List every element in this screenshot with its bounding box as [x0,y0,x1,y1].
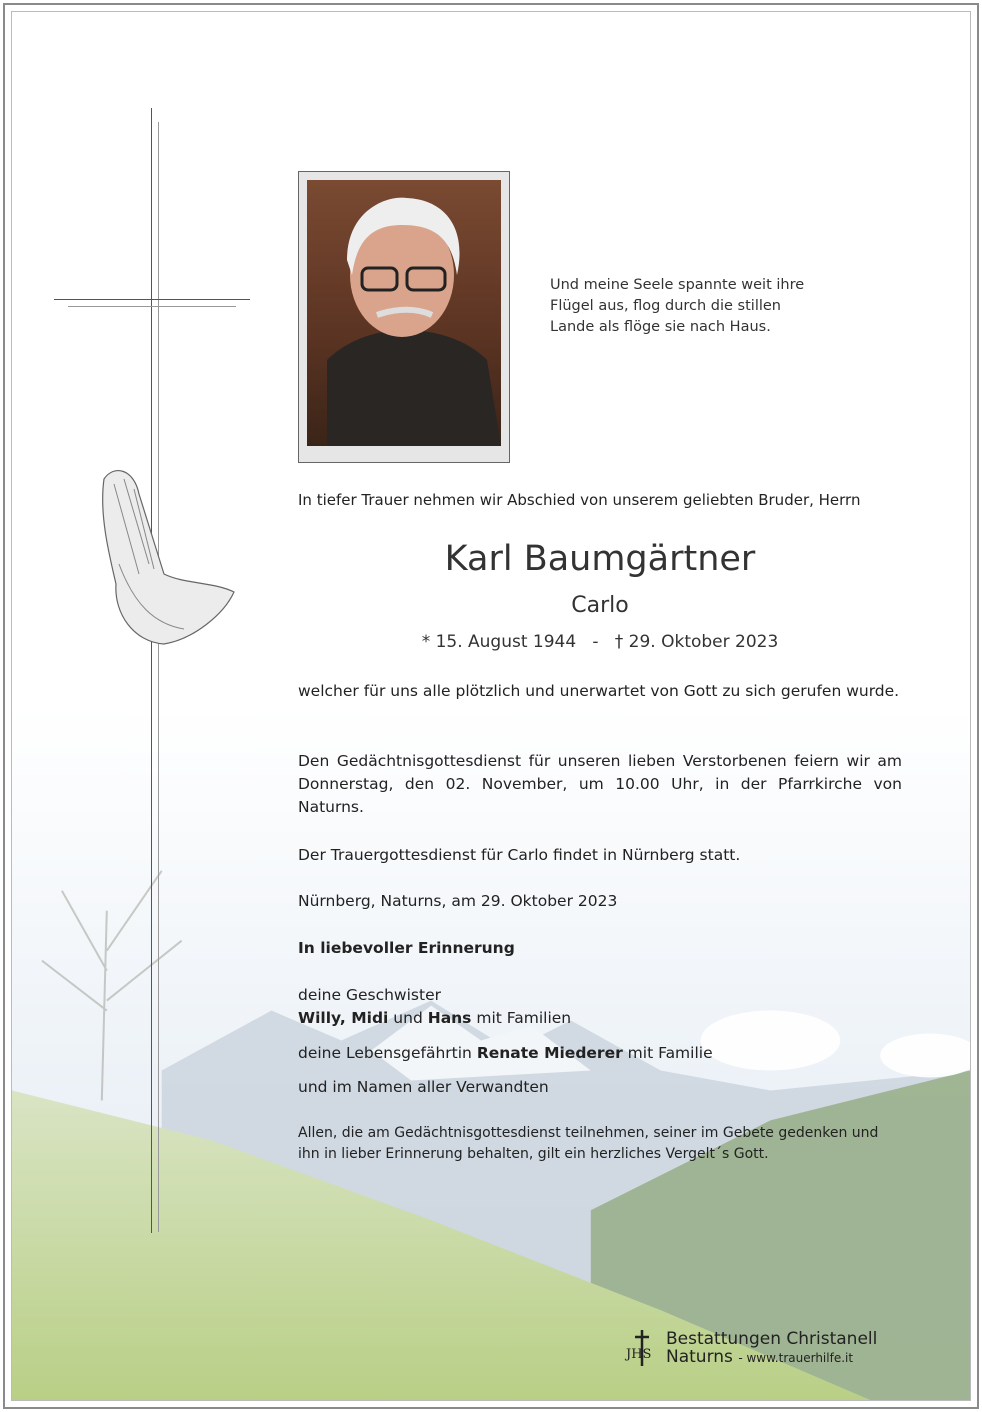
deceased-name: Karl Baumgärtner [444,539,756,579]
cross-logo-icon [624,1328,660,1368]
intro-text: In tiefer Trauer nehmen wir Abschied von unserem geliebten Bruder, Herrn [298,491,861,509]
partner-label: deine Lebensgefährtin [298,1044,477,1062]
cross-line [68,306,236,307]
portrait-photo [298,171,510,463]
company-town: Naturns [666,1346,733,1367]
place-date: Nürnberg, Naturns, am 29. Oktober 2023 [298,892,618,910]
relatives-line: und im Namen aller Verwandten [298,1078,549,1096]
partner-name: Renate Miederer [476,1044,623,1062]
funeral-home-logo [624,1328,877,1368]
paragraph-service: Den Gedächtnisgottesdienst für unseren lieben Verstorbenen feiern wir am Donnerstag, den 02. November, um 10.00 Uhr, in der Pfarrkirche von Naturns. [298,752,902,816]
thanks-text: Allen, die am Gedächtnisgottesdienst teilnehmen, seiner im Gebete gedenken und ihn in lieber Erinnerung behalten, gilt ein herzliches Vergelt´s Gott. [298,1125,879,1162]
company-name: Bestattungen Christanell [666,1328,878,1349]
poem-line: Lande als flöge sie nach Haus. [550,319,771,335]
life-dates: * 15. August 1944 - † 29. Oktober 2023 [421,632,779,652]
sibling-names: Willy, Midi [298,1009,389,1027]
sibling-name: Hans [427,1009,472,1027]
company-url: - www.trauerhilfe.it [738,1350,854,1365]
siblings-line [298,1007,902,1030]
cross-line [54,299,250,300]
deceased-nickname: Carlo [571,593,629,618]
cross-line [158,122,159,1232]
paragraph-called: welcher für uns alle plötzlich und unerwartet von Gott zu sich gerufen wurde. [298,682,900,700]
partner-line [298,1042,902,1065]
cross-icon [151,108,152,1233]
siblings-label: deine Geschwister [298,986,441,1004]
with-families-text: mit Familien [471,1009,572,1027]
poem-line: Und meine Seele spannte weit ihre [550,277,805,293]
poem-line: Flügel aus, flog durch die stillen [550,298,781,314]
paragraph-funeral: Der Trauergottesdienst für Carlo findet in Nürnberg statt. [298,846,741,864]
svg-text:JHS: JHS [626,1347,652,1362]
praying-hands-icon [94,464,239,659]
page [11,11,971,1401]
poem [550,275,804,338]
with-family-text: mit Familie [622,1044,713,1062]
memory-heading: In liebevoller Erinnerung [298,939,515,957]
and-text: und [388,1009,428,1027]
